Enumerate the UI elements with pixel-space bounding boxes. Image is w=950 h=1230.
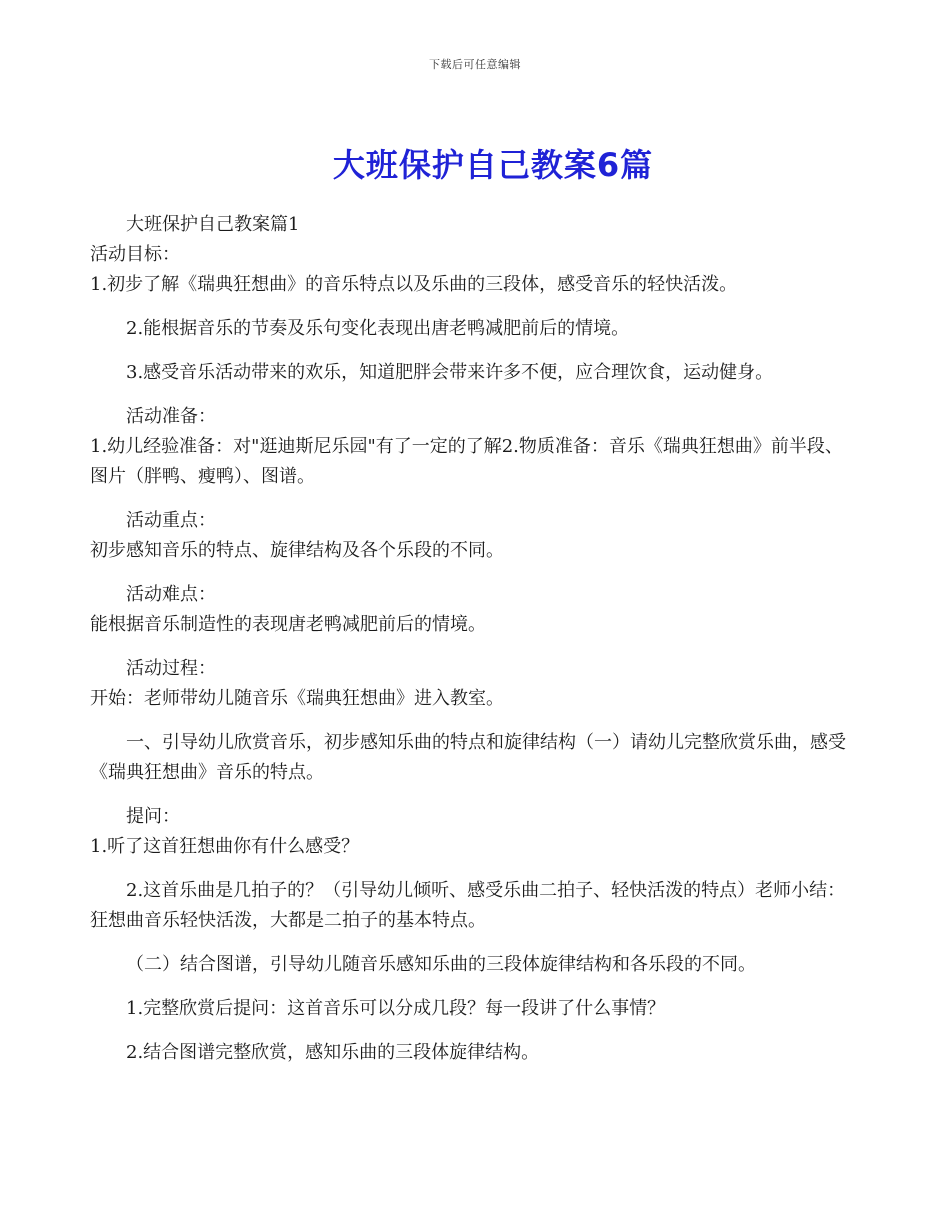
paragraph: 1.完整欣赏后提问：这首音乐可以分成几段？每一段讲了什么事情？ xyxy=(126,998,666,1019)
paragraph: 1.听了这首狂想曲你有什么感受？ xyxy=(90,836,360,857)
paragraph: 活动过程： xyxy=(126,658,216,679)
paragraph: 开始：老师带幼儿随音乐《瑞典狂想曲》进入教室。 xyxy=(90,688,504,709)
paragraph: 活动准备： xyxy=(126,406,216,427)
paragraph: 1.幼儿经验准备：对"逛迪斯尼乐园"有了一定的了解2.物质准备：音乐《瑞典狂想曲》前半段、图片（胖鸭、瘦鸭）、图谱。 xyxy=(90,436,843,487)
section-heading: 大班保护自己教案篇1 xyxy=(126,214,300,235)
paragraph: 活动重点： xyxy=(126,510,216,531)
header-note: 下载后可任意编辑 xyxy=(429,58,521,71)
paragraph: 一、引导幼儿欣赏音乐，初步感知乐曲的特点和旋律结构（一）请幼儿完整欣赏乐曲，感受《瑞典狂想曲》音乐的特点。 xyxy=(90,732,846,783)
paragraph: 初步感知音乐的特点、旋律结构及各个乐段的不同。 xyxy=(90,540,504,561)
document-body xyxy=(90,210,860,1068)
paragraph: 活动目标： xyxy=(90,244,180,265)
paragraph: （二）结合图谱，引导幼儿随音乐感知乐曲的三段体旋律结构和各乐段的不同。 xyxy=(126,954,756,975)
paragraph: 2.结合图谱完整欣赏，感知乐曲的三段体旋律结构。 xyxy=(126,1042,540,1063)
paragraph: 2.这首乐曲是几拍子的？（引导幼儿倾听、感受乐曲二拍子、轻快活泼的特点）老师小结：狂想曲音乐轻快活泼，大都是二拍子的基本特点。 xyxy=(90,880,846,931)
paragraph: 能根据音乐制造性的表现唐老鸭减肥前后的情境。 xyxy=(90,614,486,635)
paragraph: 提问： xyxy=(126,806,180,827)
paragraph: 3.感受音乐活动带来的欢乐，知道肥胖会带来许多不便，应合理饮食，运动健身。 xyxy=(126,362,774,383)
document-title: 大班保护自己教案6篇 xyxy=(332,146,654,184)
paragraph: 活动难点： xyxy=(126,584,216,605)
paragraph: 2.能根据音乐的节奏及乐句变化表现出唐老鸭减肥前后的情境。 xyxy=(126,318,630,339)
paragraph: 1.初步了解《瑞典狂想曲》的音乐特点以及乐曲的三段体，感受音乐的轻快活泼。 xyxy=(90,274,738,295)
